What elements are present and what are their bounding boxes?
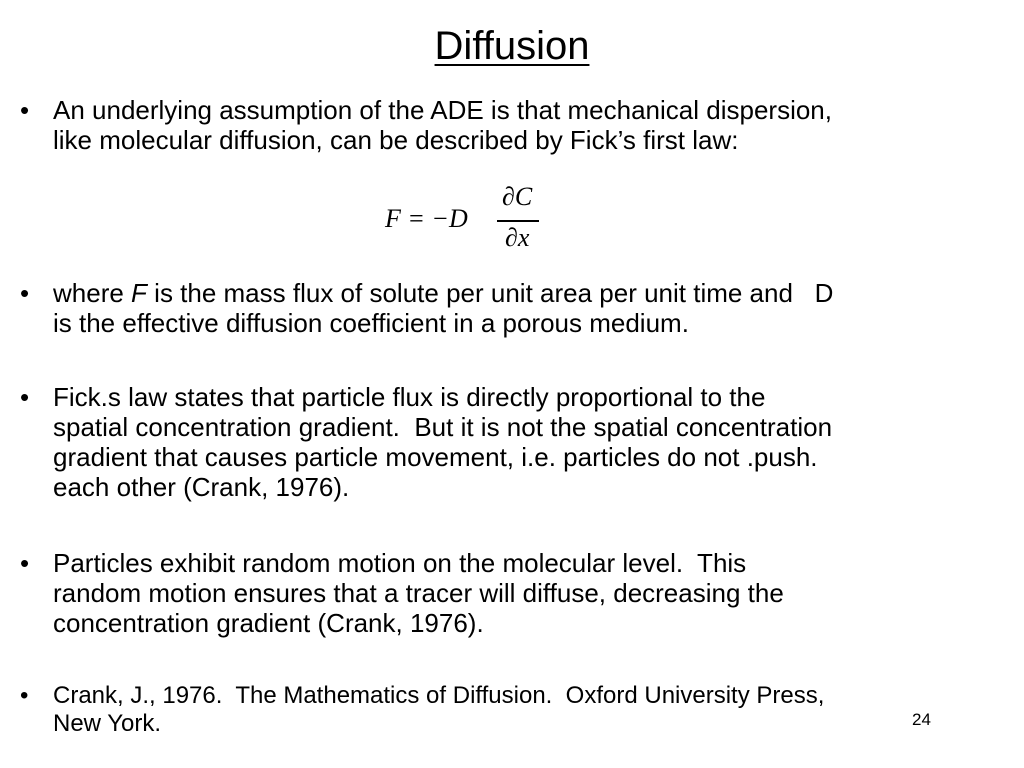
bullet-line: spatial concentration gradient. But it is not the spatial concentration bbox=[53, 412, 833, 442]
equation-denominator: ∂x bbox=[505, 223, 530, 252]
bullet-line: like molecular diffusion, can be described by Fick’s first law: bbox=[53, 125, 739, 155]
bullet-text bbox=[53, 95, 1010, 155]
bullet-line: Fick.s law states that particle flux is directly proportional to the bbox=[53, 382, 766, 412]
flux-symbol: F bbox=[131, 278, 147, 308]
bullet-text bbox=[53, 682, 1010, 738]
bullet-line: New York. bbox=[53, 710, 162, 737]
bullet-marker: • bbox=[20, 278, 30, 308]
text-run: is the mass flux of solute per unit area per unit time and D bbox=[146, 278, 834, 308]
bullet-flux-definition bbox=[20, 278, 1010, 338]
page-number: 24 bbox=[912, 710, 931, 729]
bullet-random-motion bbox=[20, 548, 1010, 638]
text-run: where bbox=[53, 278, 132, 308]
bullet-marker: • bbox=[20, 548, 30, 578]
bullet-ficks-law bbox=[20, 382, 1010, 502]
bullet-line: each other (Crank, 1976). bbox=[53, 472, 350, 502]
bullet-line: An underlying assumption of the ADE is that mechanical dispersion, bbox=[53, 95, 832, 125]
bullet-line bbox=[53, 278, 1010, 308]
fraction-bar bbox=[497, 220, 539, 222]
ficks-law-equation bbox=[385, 180, 545, 264]
bullet-line: Particles exhibit random motion on the molecular level. This bbox=[53, 548, 747, 578]
bullet-line: concentration gradient (Crank, 1976). bbox=[53, 608, 484, 638]
bullet-text bbox=[53, 548, 1010, 638]
equation-numerator: ∂C bbox=[502, 182, 533, 211]
slide-title: Diffusion bbox=[434, 24, 590, 68]
bullet-ade-assumption bbox=[20, 95, 1010, 155]
bullet-line: Crank, J., 1976. The Mathematics of Diffusion. Oxford University Press, bbox=[53, 682, 825, 709]
bullet-text bbox=[53, 278, 1010, 338]
bullet-line: gradient that causes particle movement, i.e. particles do not .push. bbox=[53, 442, 818, 472]
bullet-line: is the effective diffusion coefficient in a porous medium. bbox=[53, 308, 689, 338]
bullet-marker: • bbox=[20, 382, 30, 412]
bullet-text bbox=[53, 382, 1010, 502]
bullet-line: random motion ensures that a tracer will diffuse, decreasing the bbox=[53, 578, 784, 608]
bullet-marker: • bbox=[20, 682, 29, 709]
equation-lhs: F = −D bbox=[385, 204, 468, 233]
bullet-marker: • bbox=[20, 95, 30, 125]
bullet-reference bbox=[20, 682, 1010, 738]
